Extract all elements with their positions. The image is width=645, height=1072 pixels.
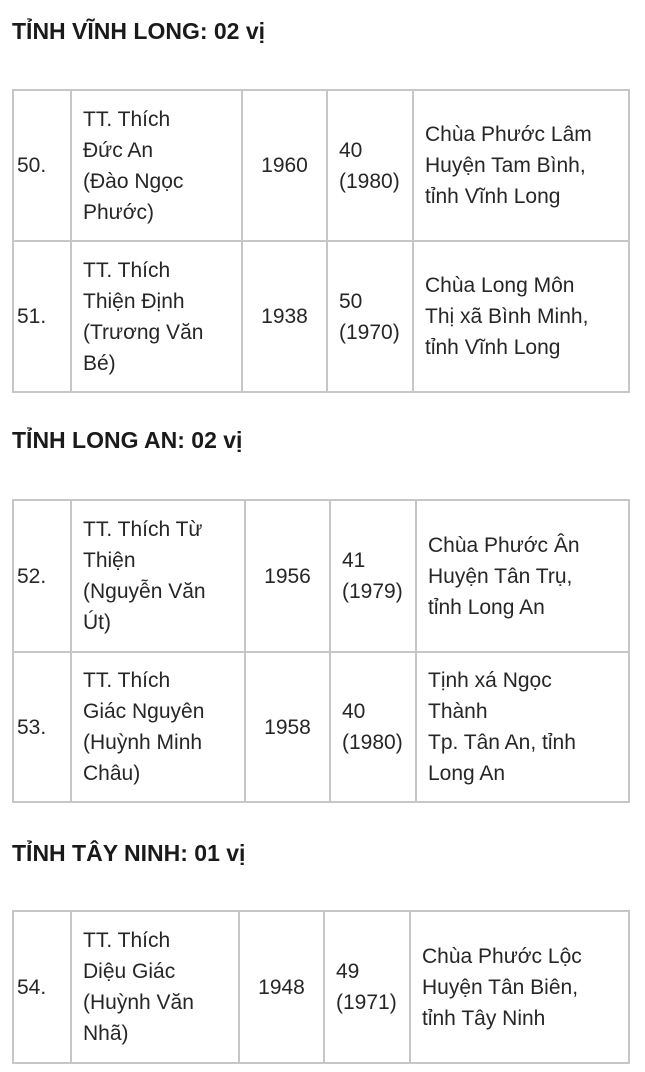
name-line: Thiện [83, 549, 136, 572]
ordination-age [324, 911, 410, 1063]
row-number: 53. [13, 652, 71, 802]
place-line: Thành [428, 700, 488, 723]
place-line: tỉnh Tây Ninh [422, 1006, 546, 1030]
place-line: Huyện Tân Biên, [422, 975, 579, 999]
place-line: tỉnh Long An [428, 595, 545, 619]
name-line: (Nguyễn Văn [83, 580, 206, 603]
table-row [13, 652, 629, 802]
age-line: 41 [342, 549, 366, 572]
birth-year: 1958 [245, 652, 330, 802]
age-line: (1980) [342, 731, 403, 754]
table-row [13, 90, 629, 241]
table-row [13, 911, 629, 1063]
temple-location [416, 500, 629, 652]
name-line: Châu) [83, 762, 141, 785]
place-line: tỉnh Vĩnh Long [425, 185, 561, 208]
ordination-age [330, 500, 416, 652]
temple-location [413, 90, 629, 241]
ordination-age [327, 90, 413, 241]
name-line: Diệu Giác [83, 960, 176, 983]
place-line: Tịnh xá Ngọc [428, 669, 552, 692]
clergy-table-tay-ninh [12, 910, 630, 1064]
name-line: Giác Nguyên [83, 700, 205, 723]
section-heading-tay-ninh: TỈNH TÂY NINH: 01 vị [12, 840, 246, 866]
monk-name [71, 500, 245, 652]
section-heading-long-an: TỈNH LONG AN: 02 vị [12, 427, 243, 453]
name-line: TT. Thích [83, 107, 171, 131]
place-line: Chùa Phước Lộc [422, 944, 582, 968]
place-line: Huyện Tam Bình, [425, 154, 586, 177]
name-line: (Trương Văn [83, 320, 204, 344]
name-line: Đức An [83, 138, 154, 162]
name-line: Nhã) [83, 1022, 129, 1045]
name-line: TT. Thích Từ [83, 518, 203, 541]
age-line: 50 [339, 289, 363, 313]
age-line: (1980) [339, 169, 400, 193]
clergy-table-long-an [12, 499, 630, 803]
place-line: tỉnh Vĩnh Long [425, 336, 561, 359]
age-line: 49 [336, 960, 360, 983]
monk-name [71, 90, 242, 241]
name-line: (Huỳnh Văn [83, 991, 194, 1014]
ordination-age [330, 652, 416, 802]
age-line: (1979) [342, 580, 403, 603]
monk-name [71, 652, 245, 802]
table-row [13, 241, 629, 392]
monk-name [71, 241, 242, 392]
place-line: Huyện Tân Trụ, [428, 564, 573, 588]
row-number: 52. [13, 500, 71, 652]
section-heading-vinh-long: TỈNH VĨNH LONG: 02 vị [12, 18, 266, 44]
name-line: Phước) [83, 200, 155, 224]
name-line: (Đào Ngọc [83, 169, 184, 193]
name-line: (Huỳnh Minh [83, 731, 203, 754]
monk-name [71, 911, 239, 1063]
age-line: 40 [342, 700, 366, 723]
name-line: TT. Thích [83, 669, 171, 692]
place-line: Chùa Phước Ân [428, 533, 580, 557]
place-line: Tp. Tân An, tỉnh [428, 731, 576, 754]
age-line: (1970) [339, 320, 400, 344]
age-line: (1971) [336, 991, 397, 1014]
ordination-age [327, 241, 413, 392]
row-number: 50. [13, 90, 71, 241]
row-number: 54. [13, 911, 71, 1063]
name-line: Bé) [83, 351, 116, 375]
temple-location [416, 652, 629, 802]
place-line: Long An [428, 762, 506, 785]
name-line: Út) [83, 611, 111, 634]
table-row [13, 500, 629, 652]
temple-location [413, 241, 629, 392]
birth-year: 1938 [242, 241, 327, 392]
clergy-table-vinh-long [12, 89, 630, 393]
birth-year: 1956 [245, 500, 330, 652]
row-number: 51. [13, 241, 71, 392]
birth-year: 1948 [239, 911, 324, 1063]
birth-year: 1960 [242, 90, 327, 241]
place-line: Thị xã Bình Minh, [425, 305, 589, 328]
name-line: TT. Thích [83, 929, 171, 952]
place-line: Chùa Long Môn [425, 274, 575, 297]
age-line: 40 [339, 138, 363, 162]
name-line: Thiện Định [83, 289, 185, 313]
temple-location [410, 911, 629, 1063]
place-line: Chùa Phước Lâm [425, 123, 592, 146]
name-line: TT. Thích [83, 258, 171, 282]
